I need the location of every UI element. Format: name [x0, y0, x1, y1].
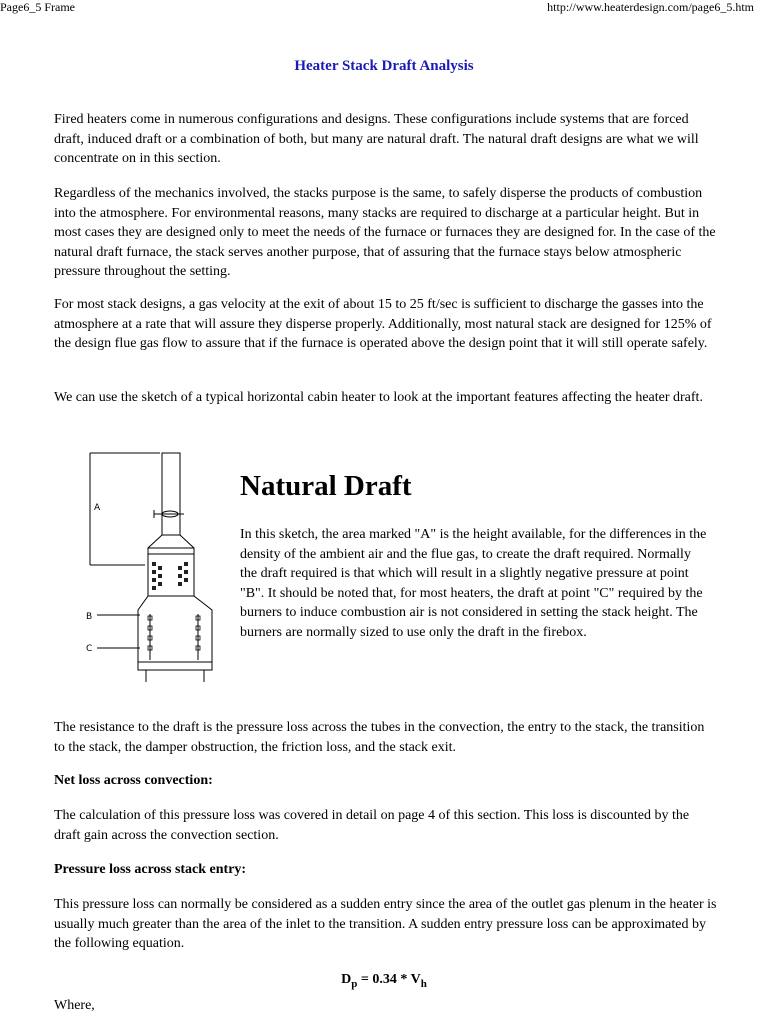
equation-lhs-subscript: p: [351, 977, 358, 990]
velocity-paragraph: For most stack designs, a gas velocity at the exit of about 15 to 25 ft/sec is sufficient to discharge the gasses into the atmosphere at a rate that will assure they disperse properly. Additionally, most natural stack are designed for 125% of the design flue gas flow to assure that if the furnace is operated above the design point that it will still operate safely.: [54, 297, 712, 351]
stack-entry-heading: Pressure loss across stack entry:: [54, 862, 247, 877]
purpose-paragraph: Regardless of the mechanics involved, the stacks purpose is the same, to safely disperse the products of combustion into the atmosphere. For environmental reasons, many stacks are required to discharge at a particular height. But in most cases they are designed only to meet the needs of the furnace or furnaces they are designed for. In the case of the natural draft furnace, the stack serves another purpose, that of assuring that the furnace stays below atmospheric pressure throughout the setting.: [54, 186, 716, 279]
intro-paragraph: Fired heaters come in numerous configurations and designs. These configurations include systems that are forced draft, induced draft or a combination of both, but many are natural draft. The natural draft designs are what we will concentrate on in this section.: [54, 112, 699, 166]
convection-heading: Net loss across convection:: [54, 773, 213, 788]
equation-rhs: = 0.34 * V: [357, 972, 421, 987]
stack-entry-paragraph: This pressure loss can normally be considered as a sudden entry since the area of the outlet gas plenum in the heater is usually much greater than the area of the inlet to the transition. A sudden entry pressure loss can be approximated by the following equation.: [54, 897, 717, 951]
equation-lhs: D: [341, 972, 352, 987]
draft-resistance-paragraph: The resistance to the draft is the pressure loss across the tubes in the convection, the entry to the stack, the transition to the stack, the damper obstruction, the friction loss, and the stack exit.: [54, 720, 705, 755]
figure-heading: Natural Draft: [240, 470, 412, 502]
label-a: A: [94, 503, 101, 513]
figure-description: In this sketch, the area marked "A" is the height available, for the differences in the density of the ambient air and the flue gas, to create the draft required. Normally the draft required is that which will result in a slightly negative pressure at point "B". It should be noted that, for most heaters, the draft at point "C" required by the burners to induce combustion air is not considered in setting the stack height. The burners are normally sized to use only the draft in the firebox.: [240, 527, 707, 640]
where-label: Where,: [54, 998, 95, 1013]
header-url: http://www.heaterdesign.com/page6_5.htm: [547, 0, 754, 14]
convection-paragraph: The calculation of this pressure loss was covered in detail on page 4 of this section. This loss is discounted by the draft gain across the convection section.: [54, 808, 690, 843]
label-c: C: [86, 644, 93, 654]
header-frame-label: Page6_5 Frame: [0, 0, 75, 14]
label-b: B: [86, 612, 93, 622]
equation-rhs-subscript: h: [420, 977, 427, 990]
cabin-heater-sketch: [80, 450, 220, 685]
sketch-intro-paragraph: We can use the sketch of a typical horizontal cabin heater to look at the important features affecting the heater draft.: [54, 390, 703, 405]
page-title: Heater Stack Draft Analysis: [294, 58, 474, 74]
stack-entry-equation: [0, 970, 768, 994]
